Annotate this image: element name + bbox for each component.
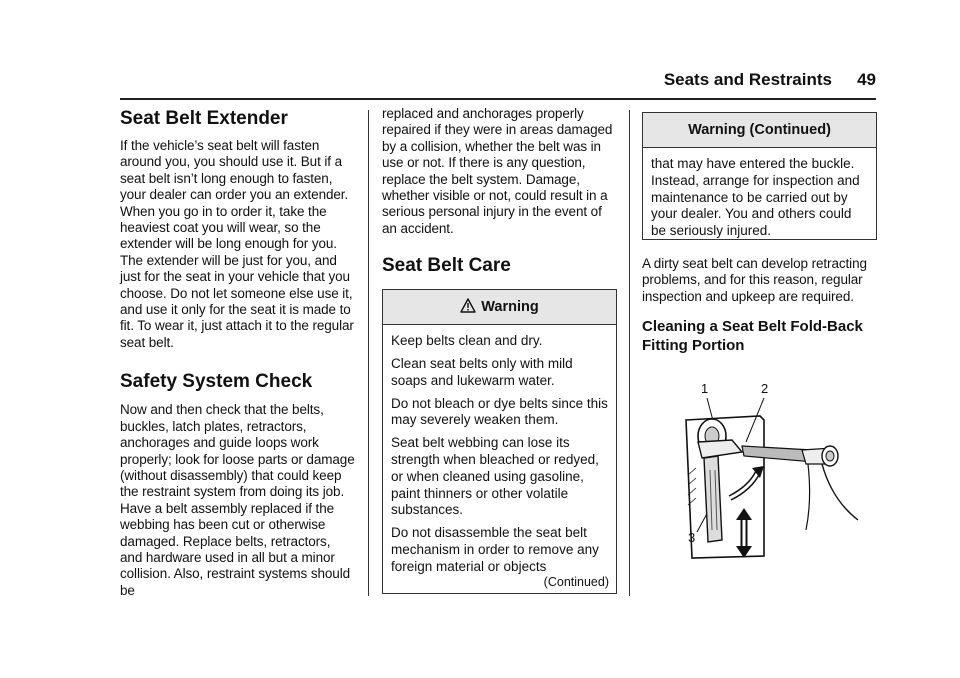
column-divider-2 [629,110,630,596]
warning-continued-box [642,112,877,240]
warning-continued-note: (Continued) [543,575,609,590]
warning-paragraph: Clean seat belts only with mild soaps and lukewarm water. [391,356,573,388]
column-3 [642,112,877,355]
warning-paragraph: Do not bleach or dye belts since this may severely weaken them. [391,395,608,428]
warning-box [382,289,617,594]
warning-header [383,290,616,325]
column-divider-1 [368,110,369,596]
section-title: Seats and Restraints [663,70,832,89]
figure-label-2: 2 [761,381,769,396]
heading-seat-belt-extender: Seat Belt Extender [120,108,288,129]
heading-seat-belt-care: Seat Belt Care [382,255,511,277]
figure-label-1: 1 [701,381,709,396]
column-2 [382,106,617,594]
fold-back-fitting-illustration [682,380,862,570]
dirty-belt-text: A dirty seat belt can develop retracting problems, and for this reason, regular inspection and upkeep are required. [642,256,867,304]
safety-system-check-text: Now and then check that the belts, buckles, latch plates, retractors, anchorages and guide loops work properly; look for loose parts or damage (without disassembly) that could keep the restraint system from doing its job. Have a belt assembly replaced if the webbing has been cut or otherwise damaged. Replace belts, retractors, and hardware used in all but a minor collision. Also, restraint systems should be [120,402,355,598]
warning-title: Warning [481,299,539,316]
warning-continued-text: that may have entered the buckle. Instead, arrange for inspection and maintenance to be carried out by your dealer. You and others could be seriously injured. [651,156,860,239]
safety-system-check-text-continued: replaced and anchorages properly repaired if they were in areas damaged by a collision, whether the belt was in use or not. If there is any question, replace the belt system. Damage, whether visible or not, could result in a serious personal injury in the event of an accident. [382,106,613,236]
seat-belt-drawing [682,380,862,570]
warning-body [383,325,616,585]
warning-triangle-icon [460,292,476,326]
heading-fold-back-fitting: Cleaning a Seat Belt Fold-Back Fitting Portion [642,318,863,355]
figure-label-3: 3 [688,530,696,545]
column-1 [120,106,355,599]
warning-continued-header: Warning (Continued) [643,113,876,148]
warning-paragraph: Seat belt webbing can lose its strength when bleached or redyed, or when cleaned using gasoline, paint thinners or other volatile substances. [391,435,599,518]
warning-continued-body [643,148,876,250]
page-number: 49 [857,70,876,89]
seat-belt-extender-text: If the vehicle’s seat belt will fasten around you, you should use it. But if a seat belt isn’t long enough to fasten, your dealer can order you an extender. When you go in to order it, take the heaviest coat you will wear, so the extender will be long enough for you. The extender will be just for you, and just for the seat in your vehicle that you choose. Do not let someone else use it, and use it only for the seat it is made to fit. To wear it, just attach it to the regular seat belt. [120,138,354,350]
heading-safety-system-check: Safety System Check [120,371,313,393]
header-rule [120,98,876,100]
warning-paragraph: Do not disassemble the seat belt mechanism in order to remove any foreign material or objects [391,525,599,574]
warning-paragraph: Keep belts clean and dry. [391,333,543,349]
